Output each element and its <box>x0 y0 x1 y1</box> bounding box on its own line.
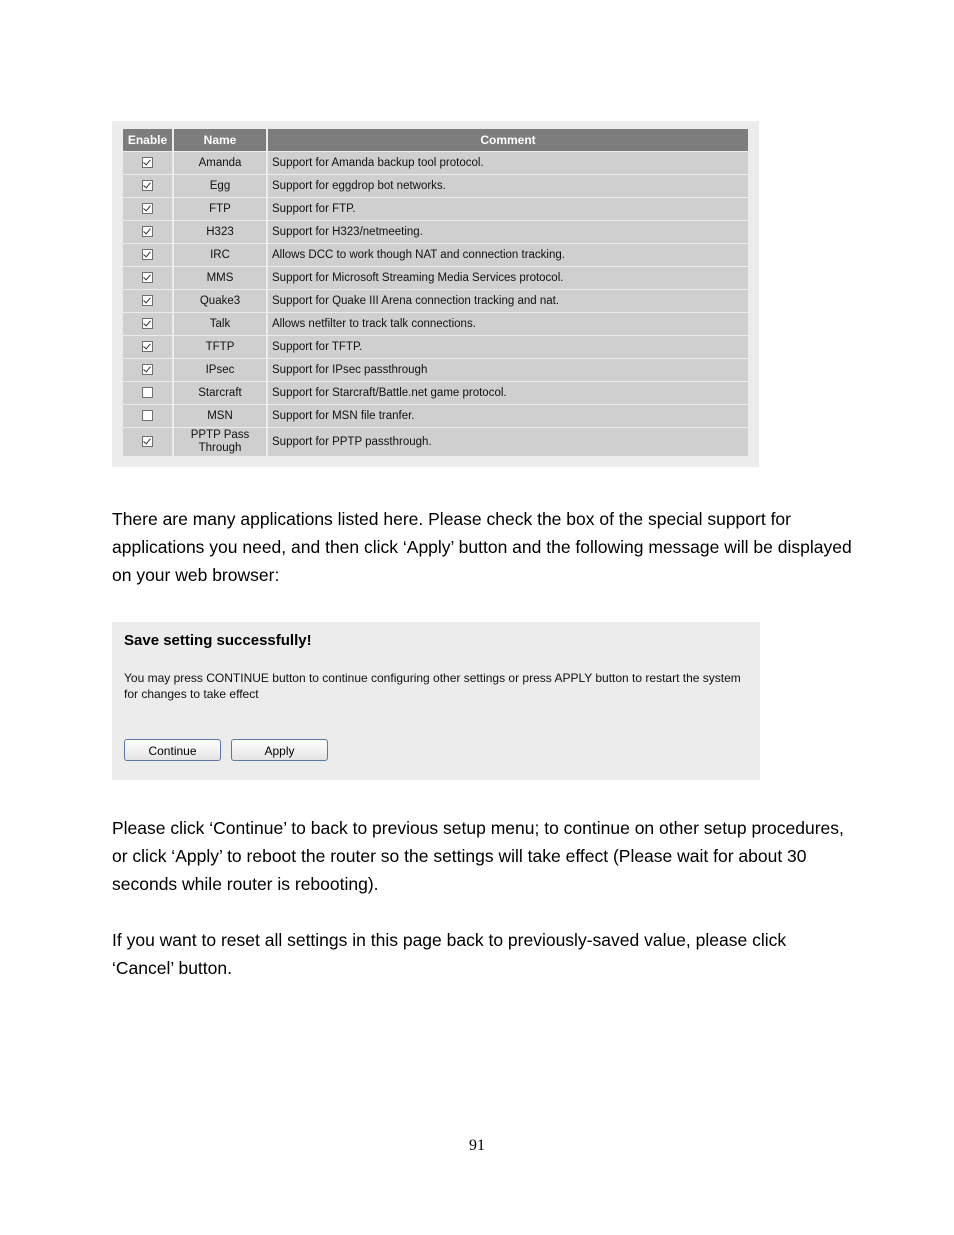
application-comment: Support for IPsec passthrough <box>268 359 748 382</box>
table-row <box>123 336 748 359</box>
application-name: MSN <box>174 405 268 428</box>
enable-checkbox[interactable] <box>142 410 153 421</box>
application-name: Egg <box>174 175 268 198</box>
application-name: Quake3 <box>174 290 268 313</box>
application-name: PPTP Pass Through <box>174 428 268 457</box>
table-header-row <box>123 129 748 152</box>
intro-paragraph: There are many applications listed here. Please check the box of the special support for applications you need, and then click ‘Apply’ button and the following message will be displayed on your web browser: <box>112 509 852 585</box>
enable-checkbox[interactable] <box>142 436 153 447</box>
enable-cell <box>123 382 174 405</box>
enable-checkbox[interactable] <box>142 157 153 168</box>
message-body: You may press CONTINUE button to continue configuring other settings or press APPLY button to restart the system for changes to take effect <box>124 671 741 701</box>
enable-cell <box>123 359 174 382</box>
enable-cell <box>123 405 174 428</box>
application-comment: Allows DCC to work though NAT and connection tracking. <box>268 244 748 267</box>
applications-table-screenshot <box>112 121 759 467</box>
enable-checkbox[interactable] <box>142 318 153 329</box>
table-row <box>123 152 748 175</box>
application-comment: Support for Microsoft Streaming Media Services protocol. <box>268 267 748 290</box>
table-row <box>123 244 748 267</box>
applications-table <box>123 129 748 457</box>
header-comment: Comment <box>268 129 748 152</box>
table-row <box>123 359 748 382</box>
application-comment: Support for H323/netmeeting. <box>268 221 748 244</box>
enable-checkbox[interactable] <box>142 226 153 237</box>
table-row <box>123 428 748 457</box>
table-row <box>123 382 748 405</box>
enable-cell <box>123 290 174 313</box>
application-comment: Allows netfilter to track talk connections. <box>268 313 748 336</box>
enable-checkbox[interactable] <box>142 387 153 398</box>
application-name: Talk <box>174 313 268 336</box>
application-comment: Support for eggdrop bot networks. <box>268 175 748 198</box>
enable-checkbox[interactable] <box>142 295 153 306</box>
application-name: H323 <box>174 221 268 244</box>
application-comment: Support for FTP. <box>268 198 748 221</box>
application-name: Starcraft <box>174 382 268 405</box>
table-row <box>123 267 748 290</box>
application-name: TFTP <box>174 336 268 359</box>
application-comment: Support for PPTP passthrough. <box>268 428 748 457</box>
enable-cell <box>123 336 174 359</box>
apply-button[interactable]: Apply <box>231 739 328 761</box>
enable-cell <box>123 175 174 198</box>
application-name: Amanda <box>174 152 268 175</box>
application-name: MMS <box>174 267 268 290</box>
application-name: IPsec <box>174 359 268 382</box>
message-title: Save setting successfully! <box>124 632 312 649</box>
enable-checkbox[interactable] <box>142 203 153 214</box>
enable-cell <box>123 198 174 221</box>
page-number: 91 <box>469 1137 485 1154</box>
enable-checkbox[interactable] <box>142 364 153 375</box>
enable-cell <box>123 267 174 290</box>
save-message-screenshot <box>112 622 760 780</box>
table-row <box>123 175 748 198</box>
application-comment: Support for Quake III Arena connection tracking and nat. <box>268 290 748 313</box>
enable-checkbox[interactable] <box>142 249 153 260</box>
table-row <box>123 198 748 221</box>
continue-apply-paragraph: Please click ‘Continue’ to back to previous setup menu; to continue on other setup procedures, or click ‘Apply’ to reboot the router so the settings will take effect (Please wait for about 30 seconds while router is rebooting). <box>112 818 844 894</box>
enable-cell <box>123 428 174 457</box>
table-row <box>123 405 748 428</box>
enable-cell <box>123 313 174 336</box>
application-name: IRC <box>174 244 268 267</box>
enable-checkbox[interactable] <box>142 272 153 283</box>
enable-checkbox[interactable] <box>142 180 153 191</box>
header-name: Name <box>174 129 268 152</box>
cancel-paragraph: If you want to reset all settings in this page back to previously-saved value, please click ‘Cancel’ button. <box>112 930 787 978</box>
table-row <box>123 313 748 336</box>
enable-checkbox[interactable] <box>142 341 153 352</box>
table-body <box>123 152 748 457</box>
header-enable: Enable <box>123 129 174 152</box>
table-row <box>123 221 748 244</box>
enable-cell <box>123 244 174 267</box>
enable-cell <box>123 221 174 244</box>
continue-button[interactable]: Continue <box>124 739 221 761</box>
application-name: FTP <box>174 198 268 221</box>
table-row <box>123 290 748 313</box>
application-comment: Support for Amanda backup tool protocol. <box>268 152 748 175</box>
application-comment: Support for MSN file tranfer. <box>268 405 748 428</box>
application-comment: Support for Starcraft/Battle.net game protocol. <box>268 382 748 405</box>
application-comment: Support for TFTP. <box>268 336 748 359</box>
enable-cell <box>123 152 174 175</box>
